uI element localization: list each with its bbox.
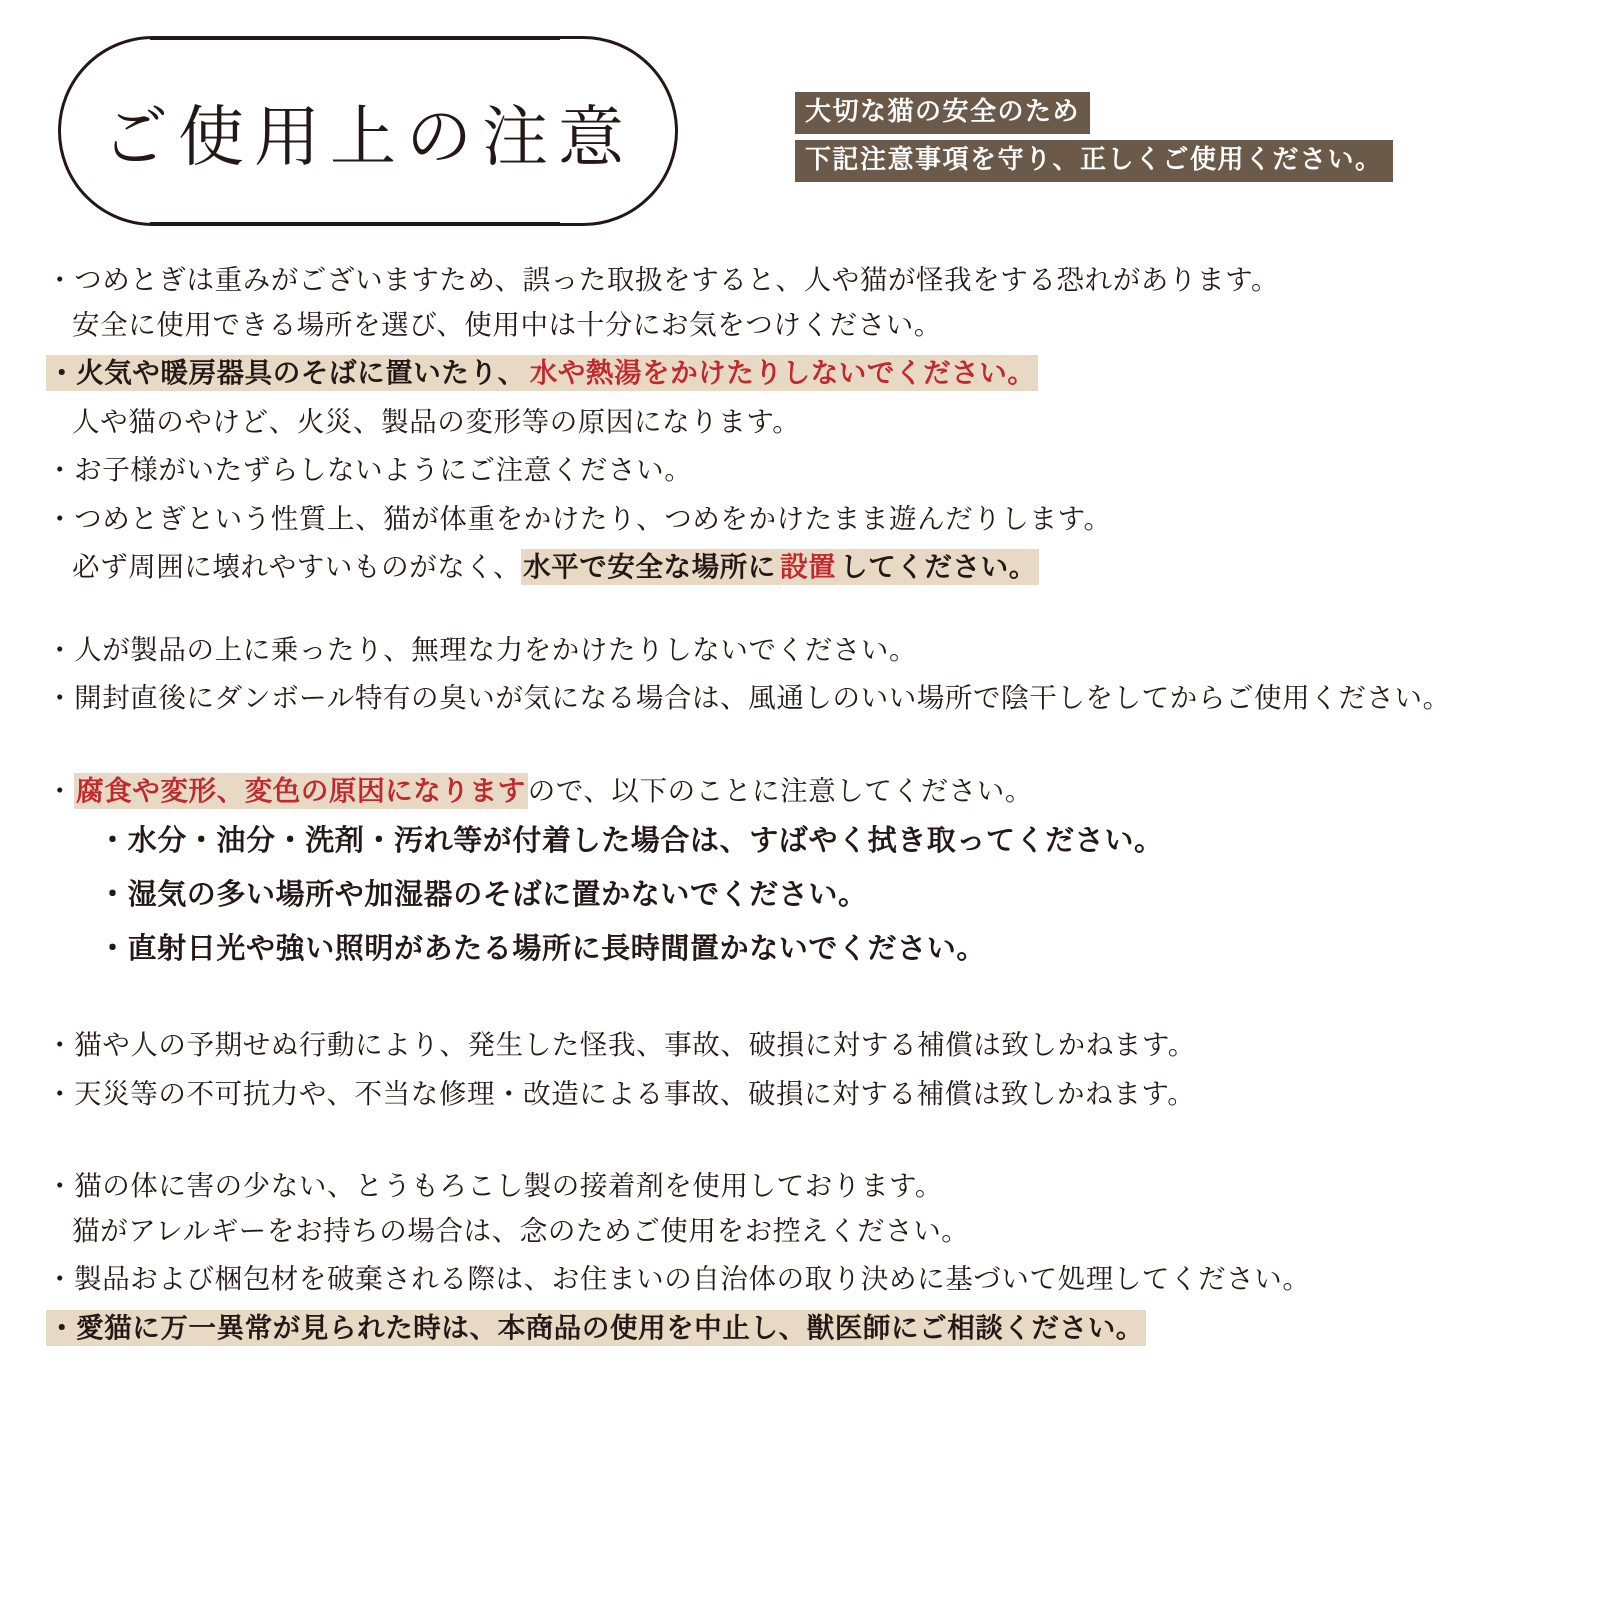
notice-corrosion-sub-3: ・直射日光や強い照明があたる場所に長時間置かないでください。: [98, 933, 987, 966]
notice-red-lead: 腐食や変形、変色の原因になります: [74, 773, 528, 809]
decorative-line-bottom: [150, 222, 560, 224]
notice-no-riding-warning: [46, 628, 1554, 673]
notice-placement-detail: [46, 545, 1554, 590]
notice-line: ・お子様がいたずらしないようにご注意ください。: [46, 454, 693, 486]
notice-line: 人や猫のやけど、火災、製品の変形等の原因になります。: [72, 405, 801, 437]
section-spacer: [46, 725, 1554, 769]
section-spacer: [46, 1120, 1554, 1164]
notice-liability-disaster: [46, 1072, 1554, 1117]
notice-children-warning: [46, 448, 1554, 493]
notice-adhesive-info: [46, 1164, 1554, 1253]
notice-line: ・天災等の不可抗力や、不当な修理・改造による事故、破損に対する補償は致しかねます。: [46, 1077, 1196, 1109]
page-header: [0, 0, 1600, 250]
notice-line: ・猫や人の予期せぬ行動により、発生した怪我、事故、破損に対する補償は致しかねます。: [46, 1029, 1196, 1061]
notice-placement-warning: [46, 497, 1554, 542]
notice-list: [0, 258, 1600, 1354]
notice-line: ・つめとぎという性質上、猫が体重をかけたり、つめをかけたまま遊んだりします。: [46, 502, 1112, 534]
notice-weight-warning: [46, 258, 1554, 347]
notice-sub-bold: 水平で安全な場所に: [521, 549, 778, 585]
notice-vet-warning: [46, 1306, 1554, 1351]
page-title: ご使用上の注意: [102, 99, 634, 174]
notice-fire-water-warning: [46, 351, 1554, 396]
notice-sub-lead: 必ず周囲に壊れやすいものがなく、: [72, 551, 522, 583]
section-spacer: [46, 979, 1554, 1023]
notice-line: 安全に使用できる場所を選び、使用中は十分にお気をつけください。: [72, 308, 942, 340]
notice-corrosion-warning: ・腐食や変形、変色の原因になりますので、以下のことに注意してください。: [46, 769, 1554, 814]
notice-line: 猫がアレルギーをお持ちの場合は、念のためご使用をお控えください。: [72, 1214, 970, 1246]
notice-highlight-red: 水や熱湯をかけたりしないでください。: [528, 355, 1038, 391]
notice-corrosion-sub-2: ・湿気の多い場所や加湿器のそばに置かないでください。: [98, 879, 868, 912]
section-spacer: [46, 594, 1554, 628]
notice-line: ・人が製品の上に乗ったり、無理な力をかけたりしないでください。: [46, 633, 918, 665]
notice-fire-water-detail: [46, 400, 1554, 445]
notice-line: ・開封直後にダンボール特有の臭いが気になる場合は、風通しのいい場所で陰干しをしてからご使用ください。: [46, 682, 1451, 714]
notice-tail: ので、以下のことに注意してください。: [527, 774, 1033, 806]
notice-corrosion-sub-1: ・水分・油分・洗剤・汚れ等が付着した場合は、すばやく拭き取ってください。: [98, 825, 1164, 858]
notice-disposal-info: [46, 1257, 1554, 1302]
notice-lead: ・火気や暖房器具のそばに置いたり、: [46, 355, 528, 391]
page-title-badge: [58, 36, 678, 226]
header-notes: [795, 92, 1393, 188]
header-note-line-1: 大切な猫の安全のため: [795, 92, 1090, 134]
notice-line: ・製品および梱包材を破棄される際は、お住まいの自治体の取り決めに基づいて処理してください。: [46, 1263, 1311, 1295]
notice-liability-behavior: [46, 1023, 1554, 1068]
notice-placement-detail-inner: [46, 545, 1554, 590]
notice-smell-warning: [46, 676, 1554, 721]
notice-line: ・つめとぎは重みがございますため、誤った取扱をすると、人や猫が怪我をする恐れがあります。: [46, 264, 1280, 295]
notice-sub-tail: してください。: [838, 549, 1039, 585]
notice-line: ・愛猫に万一異常が見られた時は、本商品の使用を中止し、獣医師にご相談ください。: [46, 1310, 1146, 1346]
decorative-line-top: [150, 38, 560, 40]
header-note-line-2: 下記注意事項を守り、正しくご使用ください。: [795, 140, 1393, 182]
notice-sub-red: 設置: [778, 549, 838, 585]
notice-line: ・猫の体に害の少ない、とうもろこし製の接着剤を使用しております。: [46, 1170, 943, 1202]
